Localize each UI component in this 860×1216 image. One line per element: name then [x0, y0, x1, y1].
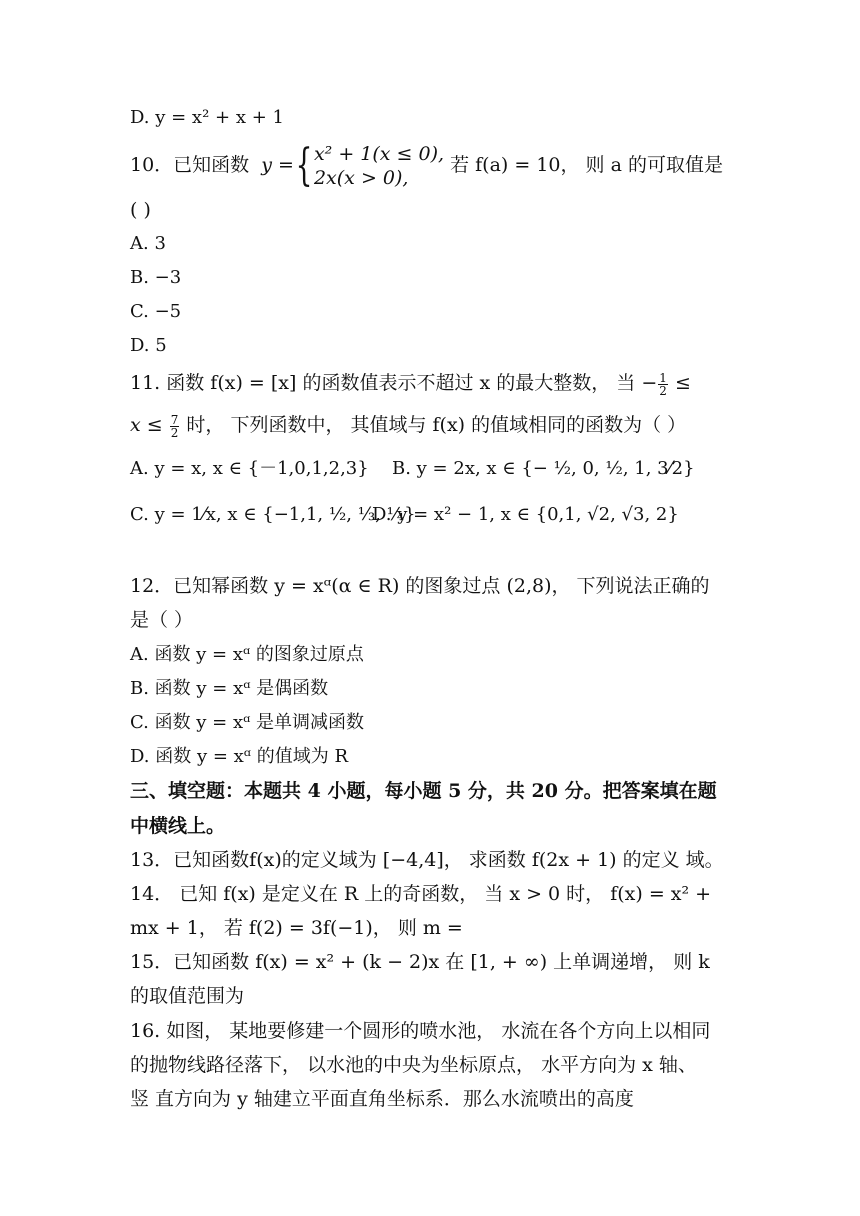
q10-y-equals: y = — [255, 154, 294, 176]
q11-line2b: 时， 下列函数中， 其值域与 f(x) 的值域相同的函数为（ ） — [180, 414, 687, 436]
q11-frac2-num: 7 — [170, 412, 179, 427]
q11-line1-text: 11. 函数 f(x) = [x] 的函数值表示不超过 x 的最大整数， 当 − — [130, 372, 658, 394]
q16-line2: 的抛物线路径落下， 以水池的中央为坐标原点， 水平方向为 x 轴、 — [130, 1054, 697, 1076]
q11-frac-half — [658, 372, 668, 397]
q11-line2a: x ≤ — [130, 414, 169, 436]
q10-cases — [314, 142, 444, 190]
q12-option-a: A. 函数 y = xᵅ 的图象过原点 — [130, 644, 364, 665]
q11-line1-end: ≤ — [674, 372, 691, 394]
q16-line3: 竖 直方向为 y 轴建立平面直角坐标系．那么水流喷出的高度 — [130, 1088, 634, 1110]
q12-option-b: B. 函数 y = xᵅ 是偶函数 — [130, 678, 329, 699]
q13-text: 13．已知函数f(x)的定义域为 [−4,4]， 求函数 f(2x + 1) 的定义 域。 — [130, 849, 724, 871]
q11-option-d: D. y = x² − 1, x ∈ {0,1, √2, √3, 2} — [372, 504, 679, 525]
q15-line1: 15．已知函数 f(x) = x² + (k − 2)x 在 [1, + ∞) 上单调递增， 则 k — [130, 951, 710, 973]
q11-option-c: C. y = 1⁄x, x ∈ {−1,1, ½, ⅓, ¼} — [130, 504, 416, 525]
q10-case1: x² + 1(x ≤ 0), — [313, 143, 445, 165]
q12-option-d: D. 函数 y = xᵅ 的值域为 R — [130, 746, 348, 767]
section-heading-cont: 中横线上。 — [130, 815, 226, 837]
q10-paren: ( ) — [130, 199, 151, 221]
q12-line2: 是（ ） — [130, 609, 194, 631]
q10-option-a: A. 3 — [130, 233, 166, 254]
q14-line1: 14． 已知 f(x) 是定义在 R 上的奇函数， 当 x > 0 时， f(x) = x² + — [130, 883, 712, 905]
q10-stem — [130, 140, 723, 190]
q15-line2: 的取值范围为 — [130, 985, 245, 1007]
q11-frac-den: 2 — [659, 383, 667, 398]
q11-line2 — [130, 412, 686, 439]
q12-option-c: C. 函数 y = xᵅ 是单调减函数 — [130, 712, 365, 733]
q11-option-a: A. y = x, x ∈ {－1,0,1,2,3} — [130, 458, 369, 479]
q10-lead: 10．已知函数 — [130, 154, 250, 176]
q11-line1 — [130, 370, 691, 397]
brace-icon: { — [295, 140, 313, 191]
q14-line2: mx + 1， 若 f(2) = 3f(−1)， 则 m = — [130, 917, 463, 939]
q11-frac2-den: 2 — [170, 425, 179, 440]
q11-option-b: B. y = 2x, x ∈ {− ½, 0, ½, 1, 3⁄2} — [392, 458, 695, 479]
q11-frac-seven-half — [170, 414, 180, 439]
q10-option-c: C. −5 — [130, 301, 182, 322]
q11-frac-num: 1 — [659, 370, 667, 385]
q10-tail: 若 f(a) = 10， 则 a 的可取值是 — [450, 154, 723, 176]
q10-option-b: B. −3 — [130, 267, 182, 288]
section-heading: 三、填空题：本题共 4 小题，每小题 5 分，共 20 分。把答案填在题 — [130, 780, 717, 802]
q10-case2: 2x(x > 0), — [313, 167, 409, 189]
q12-line1: 12．已知幂函数 y = xᵅ(α ∈ R) 的图象过点 (2,8)， 下列说法正确的 — [130, 575, 710, 597]
q16-line1: 16. 如图， 某地要修建一个圆形的喷水池， 水流在各个方向上以相同 — [130, 1020, 711, 1042]
q10-option-d: D. 5 — [130, 335, 167, 356]
q9-option-d: D. y = x² + x + 1 — [130, 107, 284, 128]
